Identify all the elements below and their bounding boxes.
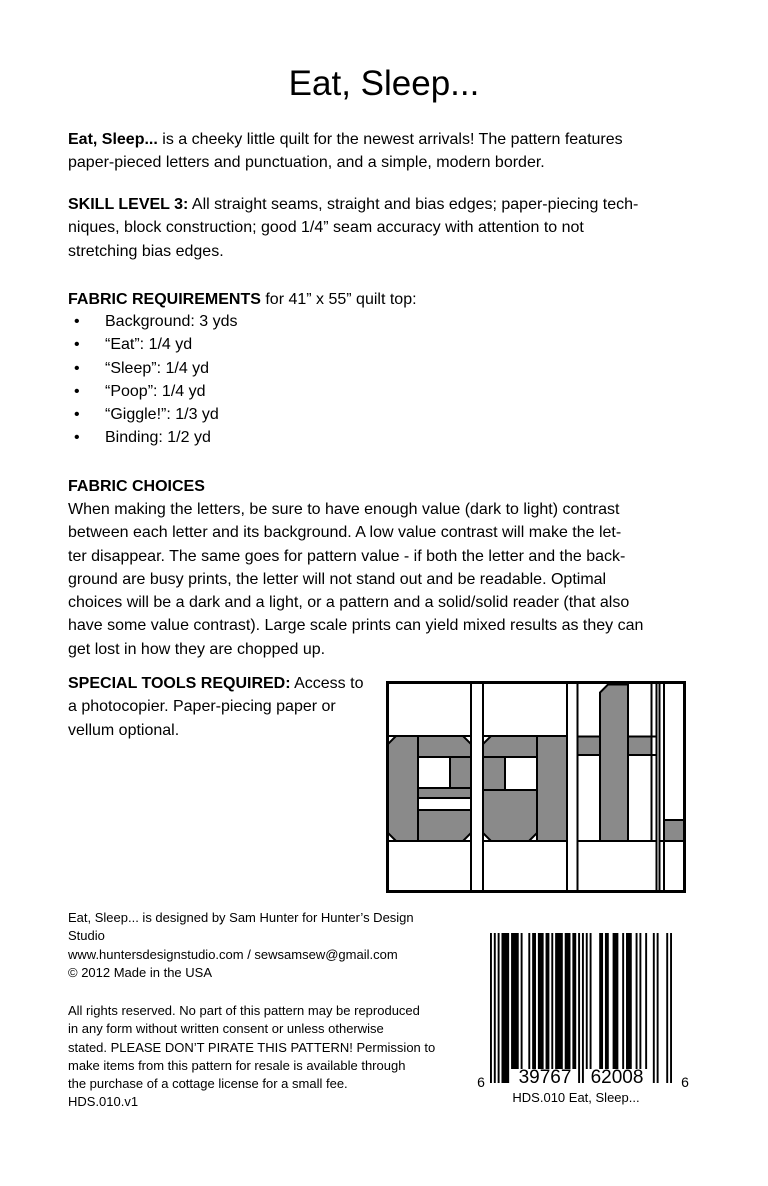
text-line: get lost in how they are chopped up. [68, 640, 326, 658]
text-line: niques, block construction; good 1/4” seam accuracy with attention to not [68, 219, 584, 237]
text-line: Eat, Sleep... is a cheeky little quilt for the newest arrivals! The pattern features [68, 131, 623, 148]
text-line: ter disappear. The same goes for pattern value - if both the letter and the back- [68, 547, 626, 565]
fabric-requirement-item: • “Sleep”: 1/4 yd [68, 357, 238, 380]
letter-a-stem [537, 736, 567, 841]
fabric-choices-heading [68, 475, 205, 498]
copyright-paragraph [68, 1002, 435, 1112]
barcode-group2: 62008 [590, 1067, 644, 1088]
text-line: paper-pieced letters and punctuation, and a simple, modern border. [68, 154, 545, 172]
bullet-marker: • [74, 382, 80, 400]
quilt-diagram [386, 681, 686, 893]
text-line: HDS.010.v1 [68, 1094, 139, 1110]
text-line: make items from this pattern for resale is available through [68, 1057, 406, 1073]
text-line: www.huntersdesignstudio.com / sewsamsew@gmail.com [68, 946, 398, 962]
letter-e-left-bar [388, 736, 418, 841]
fabric-requirement-item: • Binding: 1/2 yd [68, 426, 238, 449]
text-line: When making the letters, be sure to have enough value (dark to light) contrast [68, 501, 620, 518]
letter-t-cross-left [578, 737, 601, 756]
punctuation-dot [664, 820, 684, 841]
text-line: stretching bias edges. [68, 242, 224, 260]
text-line: ground are busy prints, the letter will not stand out and be readable. Optimal [68, 570, 607, 588]
letter-e-bottom-bar [418, 810, 471, 841]
text-line: stated. PLEASE DON’T PIRATE THIS PATTERN! Permission to [68, 1039, 436, 1055]
skill-level-paragraph [68, 193, 638, 263]
fabric-requirements-list [68, 310, 238, 450]
letter-t-cross-right [628, 737, 652, 756]
fabric-choices-paragraph [68, 498, 643, 661]
fabric-requirement-item: • “Poop”: 1/4 yd [68, 380, 238, 403]
text-line: a photocopier. Paper-piecing paper or [68, 698, 336, 716]
letter-a-top-bar [483, 736, 537, 757]
text-line: in any form without written consent or unless otherwise [68, 1021, 384, 1037]
bullet-marker: • [74, 406, 80, 424]
text-line: All rights reserved. No part of this pattern may be reproduced [68, 1003, 420, 1018]
barcode [478, 931, 690, 1109]
text-line: Eat, Sleep... is designed by Sam Hunter for Hunter’s Design [68, 910, 414, 925]
text-line: FABRIC CHOICES [68, 478, 205, 495]
letter-e-counter-right [450, 757, 471, 788]
text-line: © 2012 Made in the USA [68, 964, 212, 980]
text-line: FABRIC REQUIREMENTS for 41” x 55” quilt top: [68, 291, 417, 308]
text-line: SKILL LEVEL 3: All straight seams, straight and bias edges; paper-piecing tech- [68, 196, 639, 213]
fabric-requirements-heading [68, 288, 417, 311]
barcode-right-digit: 6 [681, 1074, 689, 1090]
text-line: SPECIAL TOOLS REQUIRED: Access to [68, 675, 364, 692]
fabric-requirement-item: • “Giggle!”: 1/3 yd [68, 403, 238, 426]
credits-paragraph [68, 909, 414, 982]
fabric-requirement-item: • Background: 3 yds [68, 310, 238, 333]
barcode-bars [490, 933, 672, 1083]
text-line: Studio [68, 928, 105, 944]
intro-paragraph [68, 128, 623, 175]
barcode-caption: HDS.010 Eat, Sleep... [512, 1090, 640, 1105]
barcode-group1: 39767 [518, 1067, 572, 1088]
letter-a-counter-left [483, 757, 505, 790]
text-line: vellum optional. [68, 721, 180, 739]
text-line: choices will be a dark and a light, or a pattern and a solid/solid reader (that also [68, 594, 630, 612]
barcode-left-digit: 6 [477, 1074, 485, 1090]
bullet-marker: • [74, 336, 80, 354]
letter-a-bowl [483, 790, 537, 841]
bullet-marker: • [74, 429, 80, 447]
letter-e-top-bar [418, 736, 471, 757]
text-line: have some value contrast). Large scale prints can yield mixed results as they can [68, 617, 644, 635]
fabric-requirement-item: • “Eat”: 1/4 yd [68, 333, 238, 356]
bullet-marker: • [74, 359, 80, 377]
letter-t-bar [600, 685, 628, 842]
special-tools-paragraph [68, 672, 363, 742]
page-title: Eat, Sleep... [288, 64, 480, 103]
text-line: the purchase of a cottage license for a small fee. [68, 1076, 348, 1092]
bullet-marker: • [74, 313, 80, 330]
letter-e-mid-bar [418, 788, 471, 798]
text-line: between each letter and its background. A low value contrast will make the let- [68, 524, 622, 542]
quilt-diagram-image [386, 681, 686, 893]
